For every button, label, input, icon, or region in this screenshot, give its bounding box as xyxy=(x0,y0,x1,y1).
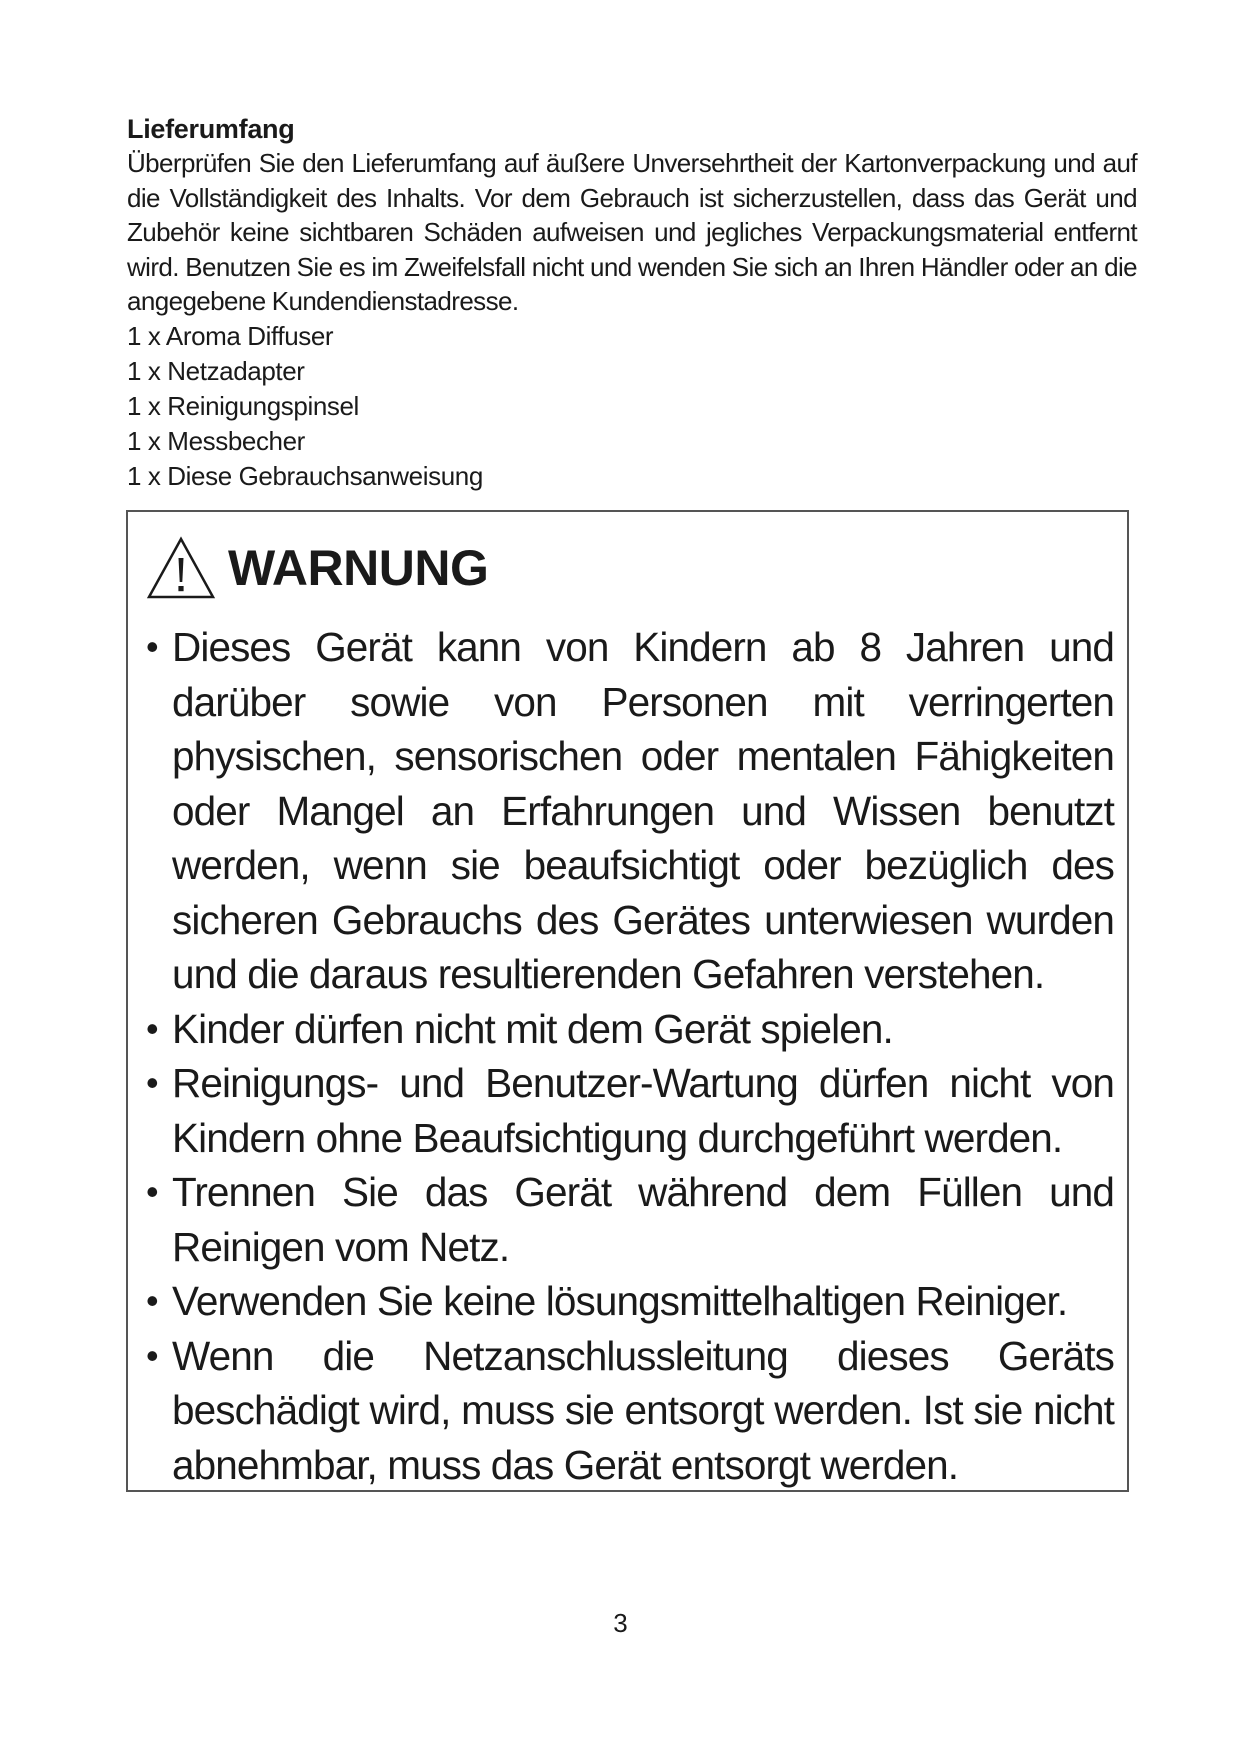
warning-item xyxy=(146,1329,1114,1493)
warning-box xyxy=(126,510,1129,1492)
warning-header xyxy=(146,536,488,600)
warning-item xyxy=(146,1165,1114,1274)
page-number: 3 xyxy=(613,1608,628,1638)
delivery-item: 1 x Diese Gebrauchsanweisung xyxy=(127,460,483,491)
warning-item xyxy=(146,620,1114,1002)
warning-title: WARNUNG xyxy=(228,540,489,596)
warning-item xyxy=(146,1002,1114,1057)
warning-item-text: Kinder dürfen nicht mit dem Gerät spielen. xyxy=(172,1005,893,1052)
bullet-icon: • xyxy=(146,1334,158,1376)
bullet-icon: • xyxy=(146,1171,158,1212)
section-heading: Lieferumfang xyxy=(127,114,295,144)
bullet-icon: • xyxy=(146,626,158,667)
warning-list xyxy=(146,620,1114,1492)
delivery-item: 1 x Messbecher xyxy=(127,425,305,456)
bullet-icon: • xyxy=(146,1062,158,1103)
warning-item-text: Wenn die Netzanschlussleitung dieses Geräts beschädigt wird, muss sie entsorgt werden. Ist sie nicht abnehmbar, muss das Gerät entsorgt werden. xyxy=(172,1332,1114,1488)
warning-item-text: Reinigungs- und Benutzer-Wartung dürfen nicht von Kindern ohne Beaufsichtigung durchgeführt werden. xyxy=(172,1060,1114,1161)
warning-item-text: Dieses Gerät kann von Kindern ab 8 Jahren und darüber sowie von Personen mit verringerten physischen, sensorischen oder mentalen Fähigkeiten oder Mangel an Erfahrungen und Wissen benutzt werden, wenn sie beaufsichtigt oder bezüglich des sicheren Gebrauchs des Gerätes unterwiesen wurden und die daraus resultierenden Gefahren verstehen. xyxy=(172,624,1114,997)
delivery-item: 1 x Netzadapter xyxy=(127,355,305,386)
warning-item xyxy=(146,1056,1114,1165)
warning-item xyxy=(146,1274,1114,1329)
delivery-items-list xyxy=(127,319,1137,494)
warning-item-text: Trennen Sie das Gerät während dem Füllen und Reinigen vom Netz. xyxy=(172,1169,1114,1270)
section-intro-text: Überprüfen Sie den Lieferumfang auf äußere Unversehrtheit der Kartonverpackung und auf die Vollständigkeit des Inhalts. Vor dem Gebrauch ist sicherzustellen, dass das Gerät und Zubehör keine sichtbaren Schäden aufweisen und jegliches Verpackungsmaterial entfernt wird. Benutzen Sie es im Zweifelsfall nicht und wenden Sie sich an Ihren Händler oder an die angegebene Kundendienstadresse. xyxy=(127,148,1137,316)
scope-of-delivery-section xyxy=(127,112,1137,494)
warning-item-text: Verwenden Sie keine lösungsmittelhaltigen Reiniger. xyxy=(172,1278,1068,1324)
delivery-item: 1 x Aroma Diffuser xyxy=(127,320,334,351)
bullet-icon: • xyxy=(146,1280,158,1321)
bullet-icon: • xyxy=(146,1007,158,1049)
delivery-item: 1 x Reinigungspinsel xyxy=(127,390,359,421)
warning-triangle-icon xyxy=(146,536,216,600)
